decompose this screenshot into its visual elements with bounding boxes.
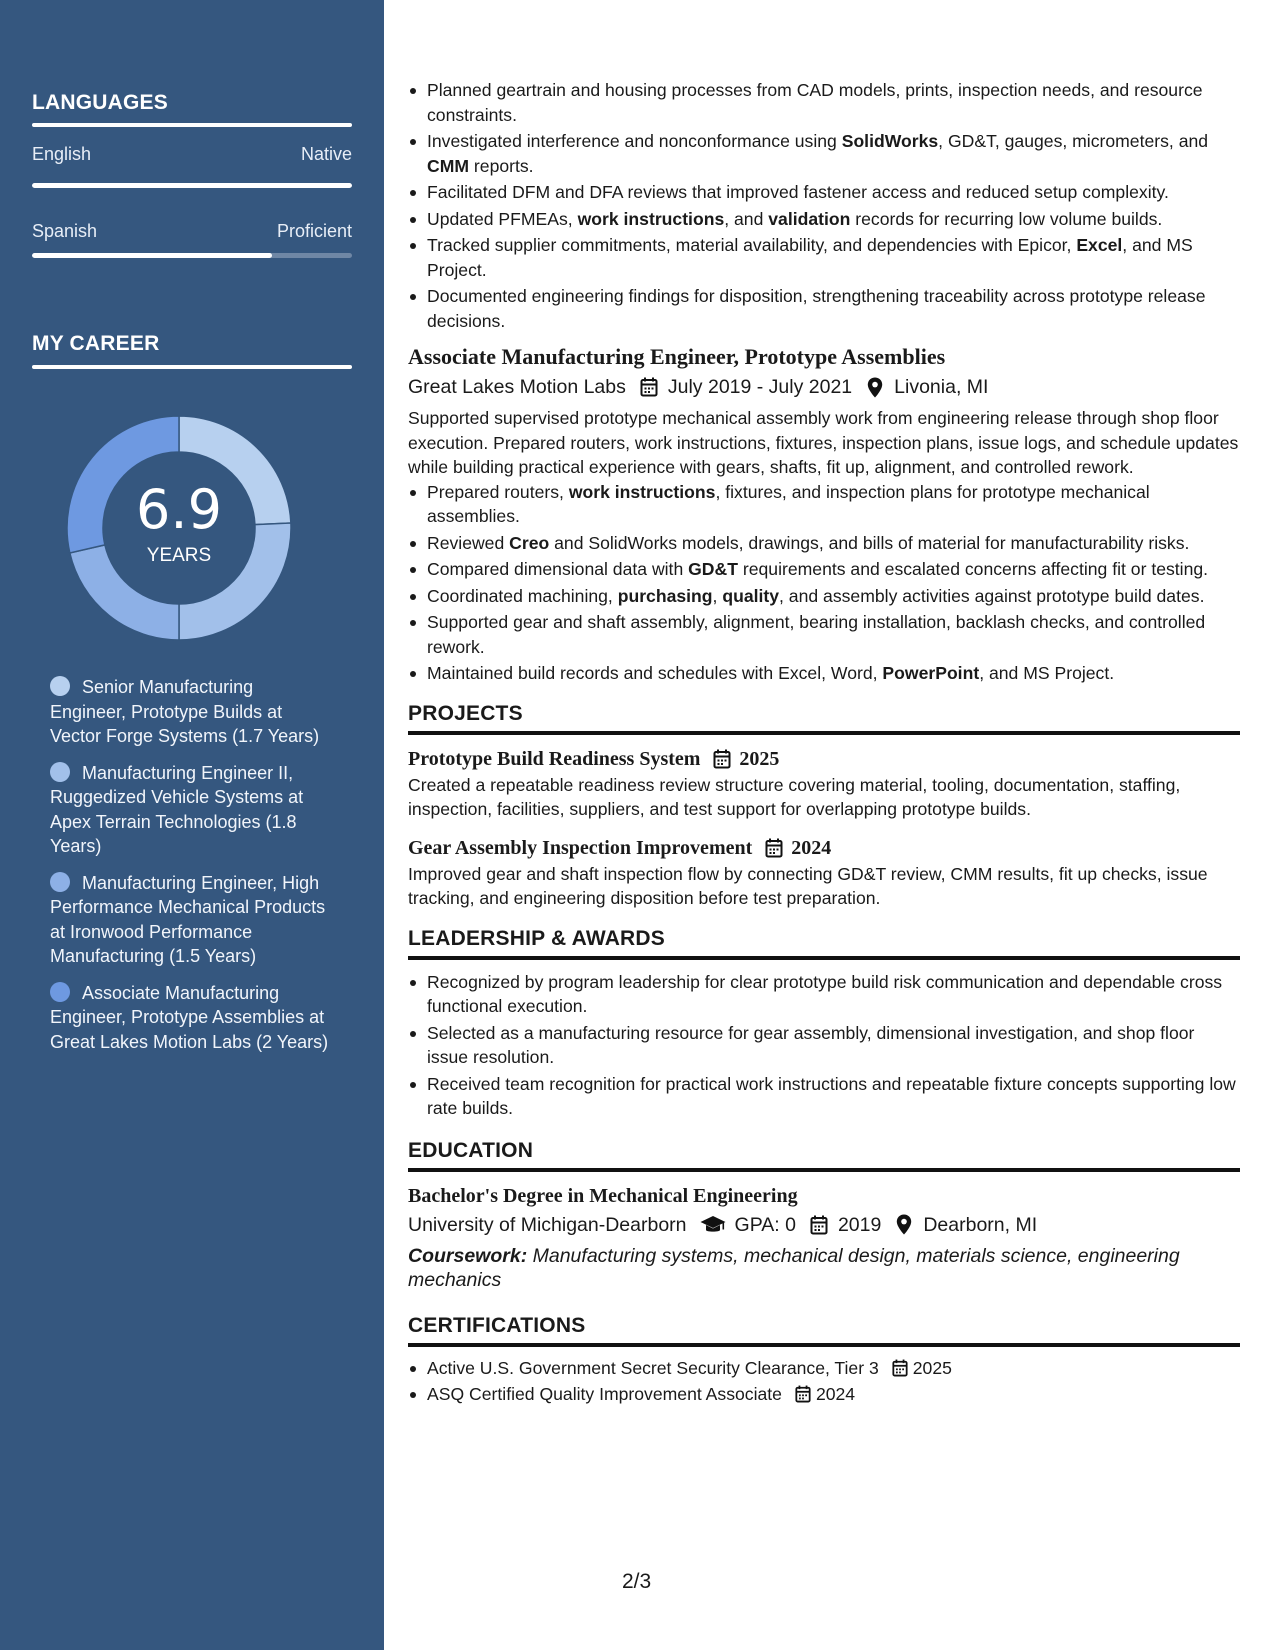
job-title: Associate Manufacturing Engineer, Prototype Assemblies <box>408 344 946 369</box>
career-item <box>50 871 330 969</box>
graduation-cap-icon <box>700 1215 726 1235</box>
language-bar-english <box>32 183 352 188</box>
languages-heading-rule <box>32 123 352 127</box>
bullet-item: Documented engineering findings for disposition, strengthening traceability across prototype release decisions. <box>408 284 1240 333</box>
education-heading: EDUCATION <box>408 1137 1240 1172</box>
donut-center <box>64 413 294 643</box>
calendar-icon <box>891 1359 909 1377</box>
certification-line <box>427 1382 1240 1407</box>
calendar-icon <box>712 749 732 769</box>
career-total-unit: YEARS <box>146 545 212 566</box>
education-meta <box>408 1210 1240 1240</box>
calendar-icon <box>764 838 784 858</box>
previous-job-bullets <box>408 78 1240 333</box>
certification-name: Active U.S. Government Secret Security Clearance, Tier 3 <box>427 1357 879 1378</box>
education-location: Dearborn, MI <box>923 1213 1038 1236</box>
languages-heading: LANGUAGES <box>32 91 168 114</box>
project-year: 2024 <box>791 836 832 859</box>
language-bar-fill <box>32 253 272 258</box>
career-legend-dot <box>50 872 70 892</box>
certification-line <box>427 1356 1240 1381</box>
project-title: Prototype Build Readiness System <box>408 747 701 770</box>
project-title: Gear Assembly Inspection Improvement <box>408 836 753 859</box>
degree-title: Bachelor's Degree in Mechanical Engineering <box>408 1184 798 1207</box>
career-item-text: Manufacturing Engineer, High Performance Mechanical Products at Ironwood Performance Manufacturing (1.5 Years) <box>50 872 326 966</box>
main-content <box>408 78 1240 1409</box>
project-title-row <box>408 834 1240 862</box>
language-name: English <box>32 144 92 164</box>
certification-year: 2025 <box>912 1357 952 1378</box>
career-list <box>50 675 330 1066</box>
certification-item <box>408 1382 1240 1407</box>
certifications-list <box>408 1356 1240 1407</box>
certification-year: 2024 <box>815 1384 856 1404</box>
bullet-item: Investigated interference and nonconformance using SolidWorks, GD&T, gauges, micrometers, and CMM reports. <box>408 129 1240 178</box>
job-bullets <box>408 480 1240 686</box>
job-dates: July 2019 - July 2021 <box>667 376 853 398</box>
bullet-item: Compared dimensional data with GD&T requirements and escalated concerns affecting fit or testing. <box>408 557 1240 582</box>
job-meta <box>408 372 1240 402</box>
language-row-spanish <box>32 221 352 242</box>
map-pin-icon <box>865 377 885 397</box>
bullet-item: Facilitated DFM and DFA reviews that improved fastener access and reduced setup complexity. <box>408 180 1240 205</box>
leadership-heading: LEADERSHIP & AWARDS <box>408 925 1240 960</box>
bullet-item: Received team recognition for practical work instructions and repeatable fixture concepts supporting low rate builds. <box>408 1072 1240 1121</box>
bullet-item: Prepared routers, work instructions, fixtures, and inspection plans for prototype mechanical assemblies. <box>408 480 1240 529</box>
career-item-text: Senior Manufacturing Engineer, Prototype Builds at Vector Forge Systems (1.7 Years) <box>50 677 320 746</box>
bullet-item: Updated PFMEAs, work instructions, and validation records for recurring low volume builds. <box>408 207 1240 232</box>
career-heading-rule <box>32 365 352 369</box>
language-level: Native <box>300 144 352 164</box>
bullet-item: Coordinated machining, purchasing, quality, and assembly activities against prototype build dates. <box>408 584 1240 609</box>
coursework-label: Coursework: <box>408 1244 528 1267</box>
project-description: Improved gear and shaft inspection flow by connecting GD&T review, CMM results, fit up checks, issue tracking, and engineering disposition before test preparation. <box>408 863 1208 908</box>
career-item-text: Associate Manufacturing Engineer, Prototype Assemblies at Great Lakes Motion Labs (2 Years) <box>50 982 329 1052</box>
map-pin-icon <box>894 1215 914 1235</box>
bullet-item: Supported gear and shaft assembly, alignment, bearing installation, backlash checks, and controlled rework. <box>408 610 1240 659</box>
education-year: 2019 <box>837 1213 882 1236</box>
career-item <box>50 981 330 1055</box>
career-legend-dot <box>50 676 70 696</box>
job-location: Livonia, MI <box>894 376 989 398</box>
calendar-icon <box>639 377 659 397</box>
career-item <box>50 761 330 859</box>
language-level: Proficient <box>276 221 352 241</box>
certification-item <box>408 1356 1240 1381</box>
bullet-item: Recognized by program leadership for clear prototype build risk communication and dependable cross functional execution. <box>408 970 1240 1019</box>
project-description: Created a repeatable readiness review structure covering material, tooling, documentation, staffing, inspection, facilities, suppliers, and test support for overlapping prototype builds. <box>408 774 1181 819</box>
job-summary: Supported supervised prototype mechanical assembly work from engineering release through shop floor execution. Prepared routers, work instructions, fixtures, inspection plans, issue logs, and schedule updates while building practical experience with gears, shafts, fit up, alignment, and controlled rework. <box>408 408 1239 477</box>
bullet-item: Maintained build records and schedules with Excel, Word, PowerPoint, and MS Project. <box>408 661 1240 686</box>
career-item <box>50 675 330 749</box>
career-heading: MY CAREER <box>32 332 160 355</box>
bullet-item: Tracked supplier commitments, material availability, and dependencies with Epicor, Excel, and MS Project. <box>408 233 1240 282</box>
school-name: University of Michigan-Dearborn <box>408 1213 687 1236</box>
leadership-list <box>408 970 1240 1121</box>
gpa: GPA: 0 <box>734 1213 796 1236</box>
bullet-item: Reviewed Creo and SolidWorks models, drawings, and bills of material for manufacturability risks. <box>408 531 1240 556</box>
coursework <box>408 1244 1240 1292</box>
career-item-text: Manufacturing Engineer II, Ruggedized Vehicle Systems at Apex Terrain Technologies (1.8 Years) <box>50 762 304 856</box>
bullet-item: Planned geartrain and housing processes from CAD models, prints, inspection needs, and resource constraints. <box>408 78 1240 127</box>
page-number: 2/3 <box>622 1570 652 1593</box>
career-total-value: 6.9 <box>136 478 222 541</box>
sidebar <box>0 0 384 1650</box>
calendar-icon <box>809 1215 829 1235</box>
coursework-text: Manufacturing systems, mechanical design, materials science, engineering mechanics <box>408 1244 1180 1291</box>
job-company: Great Lakes Motion Labs <box>408 376 626 398</box>
career-legend-dot <box>50 982 70 1002</box>
project-year: 2025 <box>739 747 780 770</box>
language-bar-fill <box>32 183 352 188</box>
project-title-row <box>408 745 1240 773</box>
language-bar-spanish <box>32 253 352 258</box>
projects-heading: PROJECTS <box>408 700 1240 735</box>
certifications-heading: CERTIFICATIONS <box>408 1312 1240 1347</box>
bullet-item: Selected as a manufacturing resource for gear assembly, dimensional investigation, and shop floor issue resolution. <box>408 1021 1240 1070</box>
calendar-icon <box>794 1385 812 1403</box>
language-name: Spanish <box>32 221 98 241</box>
career-donut-chart <box>64 413 294 643</box>
language-row-english <box>32 144 352 165</box>
career-legend-dot <box>50 762 70 782</box>
certification-name: ASQ Certified Quality Improvement Associate <box>427 1384 782 1404</box>
